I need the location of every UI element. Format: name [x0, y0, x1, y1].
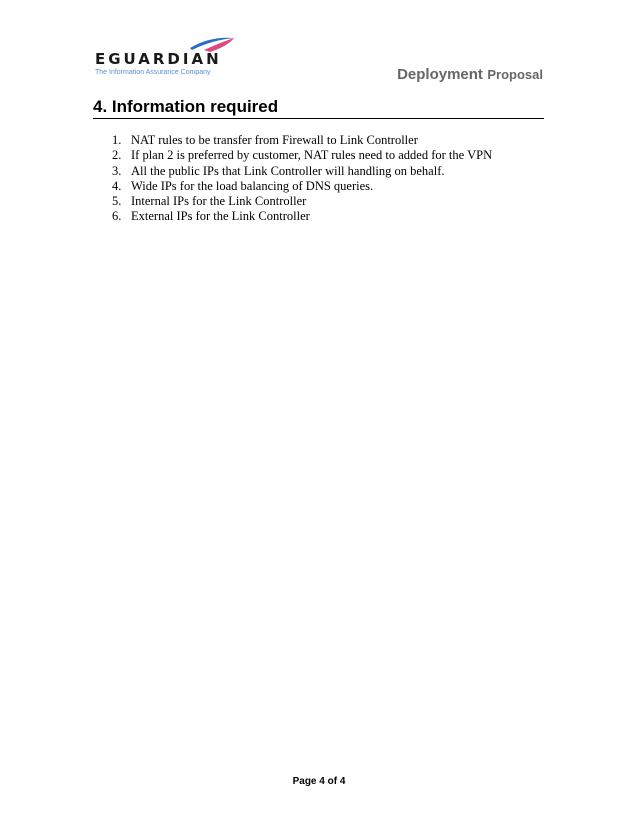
list-item-text: All the public IPs that Link Controller will handling on behalf.: [131, 163, 445, 178]
list-item-number: 3.: [112, 163, 122, 178]
list-item: [112, 164, 492, 179]
list-item: [112, 179, 492, 194]
list-item: [112, 194, 492, 209]
logo-tagline: The Information Assurance Company: [95, 69, 211, 76]
requirements-list: [112, 133, 492, 225]
document-header-title: [397, 66, 543, 84]
header-title-word1: Deployment: [397, 66, 483, 83]
page-number: Page 4 of 4: [292, 776, 346, 787]
list-item-text: Wide IPs for the load balancing of DNS queries.: [131, 178, 374, 193]
header-title-word2: Proposal: [487, 67, 543, 82]
list-item: [112, 209, 492, 224]
list-item-number: 6.: [112, 209, 122, 224]
list-item-number: 1.: [112, 133, 122, 147]
logo-wordmark: EGUARDIAN: [95, 50, 222, 68]
company-logo: [92, 36, 238, 80]
list-item-number: 4.: [112, 178, 122, 193]
list-item-text: If plan 2 is preferred by customer, NAT rules need to added for the VPN: [131, 148, 493, 163]
list-item-number: 5.: [112, 194, 122, 209]
list-item-number: 2.: [112, 148, 122, 163]
list-item: [112, 133, 492, 148]
list-item-text: Internal IPs for the Link Controller: [131, 194, 307, 209]
list-item-text: External IPs for the Link Controller: [131, 209, 310, 224]
list-item-text: NAT rules to be transfer from Firewall to Link Controller: [131, 133, 418, 147]
list-item: [112, 148, 492, 163]
section-heading: 4. Information required: [93, 97, 544, 119]
